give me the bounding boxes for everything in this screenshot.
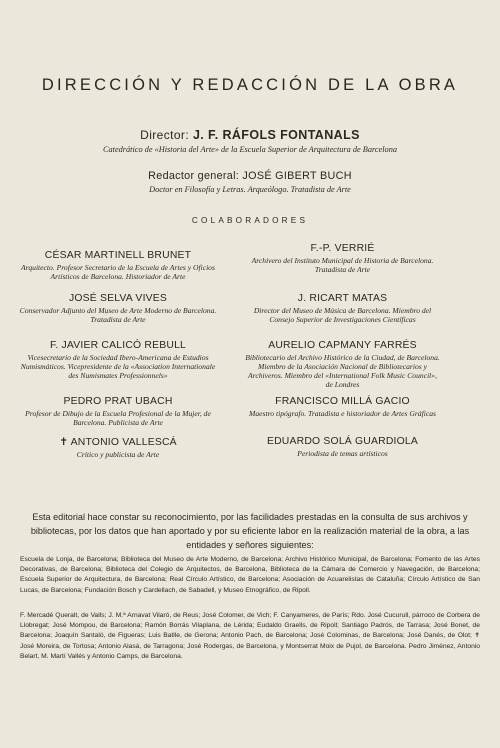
collaborator-name: CÉSAR MARTINELL BRUNET bbox=[44, 250, 192, 261]
acknowledgement-paragraph: Esta editorial hace constar su reconocimiento, por las facilidades prestadas en la consulta de sus archivos y bibliotecas, por los datos que han aportado y por su eficiente labor en la realización material de la obra, a las entidades y señores siguientes: bbox=[30, 512, 470, 550]
collaborator-description: Director del Museo de Música de Barcelona. Miembro del Consejo Superior de Investigaciones Científicas bbox=[253, 306, 432, 324]
collaborator-entry bbox=[18, 396, 218, 427]
director-role: Director: bbox=[140, 128, 190, 142]
collaborator-entry bbox=[18, 340, 218, 380]
collaborator-name: AURELIO CAPMANY FARRÉS bbox=[268, 340, 417, 351]
persons-list: F. Mercadé Queralt, de Valls; J. M.ª Arnavat Vilaró, de Reus; José Colomer, de Vich; F. Canyameres, de París; Rdo. José Cucurull, párroco de Corbera de Llobregat; José Mompou, de Barcelona; Ramón Borrás Vilaplana, de Lérida; Eudaldo Graells, de Ripoll; Santiago Padrós, de Tarrasa; José Bonet, de Barcelona; Joaquín Santaló, de Figueras; Luis Batlle, de Gerona; Antonio Pach, de Barcelona; José Colominas, de Barcelona; José Danés, de Olot; ✝ José Moreira, de Tortosa; Antonio Alasá, de Tarragona; José Rodergas, de Barcelona, y Montserrat Moix de Pujol, de Barcelona. Pedro Jiménez, Antonio Belart, M. Martí Vallés y Antonio Camps, de Barcelona. bbox=[20, 612, 480, 660]
collaborator-entry bbox=[18, 250, 218, 281]
director-block bbox=[0, 128, 500, 154]
collaborator-description: Arquitecto. Profesor Secretario de la Escuela de Artes y Oficios Artísticos de Barcelona. Historiador de Arte bbox=[21, 263, 215, 281]
editor-block bbox=[0, 170, 500, 194]
collaborator-entry bbox=[245, 293, 440, 324]
editor-name: JOSÉ GIBERT BUCH bbox=[242, 170, 352, 182]
collaborator-entry bbox=[18, 436, 218, 459]
collaborator-name: PEDRO PRAT UBACH bbox=[63, 396, 173, 407]
director-description: Catedrático de «Historia del Arte» de la Escuela Superior de Arquitectura de Barcelona bbox=[102, 145, 398, 154]
collaborator-entry bbox=[245, 396, 440, 418]
collaborator-description: Conservador Adjunto del Museo de Arte Moderno de Barcelona. Tratadista de Arte bbox=[19, 306, 217, 324]
collaborator-entry bbox=[245, 243, 440, 274]
collaborator-entry bbox=[245, 340, 440, 389]
collaborator-entry bbox=[18, 293, 218, 324]
institutions-list: Escuela de Lonja, de Barcelona; Biblioteca del Museo de Arte Moderno, de Barcelona; Archivo Histórico Municipal, de Barcelona; Fomento de las Artes Decorativas, de Barcelona; Biblioteca del Colegio de Arquitectos, de Barcelona, Biblioteca de la Cámara de Comercio y Navegación, de Barcelona; Escuela Superior de Arquitectura, de Barcelona; Real Círculo Artístico, de Barcelona; Asociación de Acuarelistas de Cataluña; Círculo Artístico de San Lucas, de Barcelona; Fundación Bosch y Cardellach, de Sabadell, y Museo Etnográfico, de Ripoll. bbox=[20, 556, 480, 594]
collaborator-name: ✝ ANTONIO VALLESCÁ bbox=[59, 437, 177, 448]
collaborator-description: Crítico y publicista de Arte bbox=[76, 450, 160, 459]
collaborator-name: F. JAVIER CALICÓ REBULL bbox=[49, 340, 187, 351]
collaborators-heading: COLABORADORES bbox=[191, 216, 309, 225]
collaborator-description: Periodista de temas artísticos bbox=[297, 449, 388, 458]
collaborator-name: F.-P. VERRIÉ bbox=[310, 243, 375, 254]
collaborator-entry bbox=[245, 436, 440, 458]
page-title: DIRECCIÓN Y REDACCIÓN DE LA OBRA bbox=[41, 76, 459, 94]
collaborator-name: J. RICART MATAS bbox=[297, 293, 388, 304]
collaborator-description: Maestro tipógrafo. Tratadista e historiador de Artes Gráficas bbox=[249, 409, 436, 418]
collaborator-description: Bibliotecario del Archivo Histórico de la Ciudad, de Barcelona. Miembro de la Asociación Nacional de Bibliotecarios y Archiveros. Miembro del «International Folk Music Council», de Londres bbox=[245, 353, 440, 389]
collaborator-name: FRANCISCO MILLÁ GACIO bbox=[275, 396, 410, 407]
director-name: J. F. RÁFOLS FONTANALS bbox=[192, 128, 360, 142]
collaborator-description: Vicesecretario de la Sociedad Ibero-Americana de Estudios Numismáticos. Vicepresidente de la «Association Internationale des Numismates Professionnels» bbox=[20, 353, 216, 380]
collaborator-name: EDUARDO SOLÁ GUARDIOLA bbox=[266, 436, 419, 447]
collaborator-name: JOSÉ SELVA VIVES bbox=[68, 293, 168, 304]
editor-description: Doctor en Filosofía y Letras. Arqueólogo. Tratadista de Arte bbox=[149, 185, 351, 194]
collaborator-description: Profesor de Dibujo de la Escuela Profesional de la Mujer, de Barcelona. Publicista de Arte bbox=[25, 409, 211, 427]
collaborator-description: Archivero del Instituto Municipal de Historia de Barcelona. Tratadista de Arte bbox=[251, 256, 434, 274]
editor-role: Redactor general: bbox=[148, 170, 240, 182]
